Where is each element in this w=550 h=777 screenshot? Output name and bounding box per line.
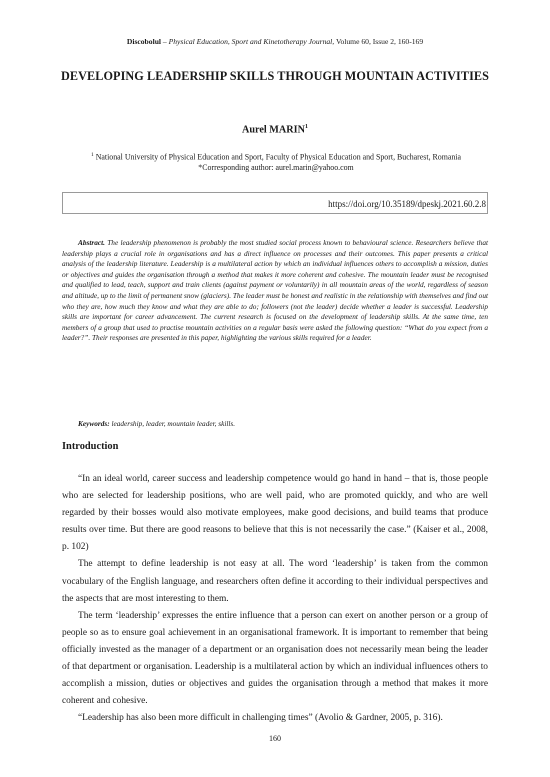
author-sup: 1	[304, 124, 308, 130]
affiliation	[70, 150, 482, 174]
corresponding-author: *Corresponding author: aurel.marin@yahoo.com	[198, 163, 354, 173]
author	[0, 124, 550, 135]
running-head-separator: –	[161, 37, 169, 46]
journal-name: Discobolul	[126, 37, 162, 46]
section-heading-introduction: Introduction	[62, 441, 119, 452]
abstract	[62, 238, 488, 344]
body-text	[62, 471, 488, 727]
paragraph: The attempt to define leadership is not easy at all. The word ‘leadership’ is taken from the common vocabulary of the English language, and researchers often define it according to their individual perspectives and the aspects that are most interesting to them.	[62, 559, 488, 604]
affiliation-sup: 1	[90, 152, 94, 158]
running-head	[0, 37, 550, 46]
paragraph: The term ‘leadership’ expresses the entire influence that a person can exert on another person or a group of people so as to ensure goal achievement in an organisational framework. It is important to remember that being officially invested as the manager of a department or an organisation does not necessarily mean being the leader of that department or organisation. Leadership is a multilateral action by which an individual influences others to accomplish a mission, duties or objectives and guides the organisation through a method that makes it more coherent and cohesive.	[62, 610, 488, 707]
affiliation-text: National University of Physical Education and Sport, Faculty of Physical Education and Sport, Bucharest, Romania	[93, 152, 462, 162]
keywords	[78, 419, 488, 428]
author-name: Aurel MARIN	[242, 124, 305, 136]
journal-volume: Volume 60, Issue 2, 160-169	[334, 37, 424, 46]
paper-title: DEVELOPING LEADERSHIP SKILLS THROUGH MOUNTAIN ACTIVITIES	[60, 69, 490, 83]
affiliation-line	[70, 150, 482, 163]
paragraph: “Leadership has also been more difficult in challenging times” (Avolio & Gardner, 2005, p. 316).	[78, 713, 443, 724]
abstract-label: Abstract.	[78, 238, 105, 247]
paragraph: “In an ideal world, career success and leadership competence would go hand in hand – that is, those people who are selected for leadership positions, who are well paid, who are promoted quickly, and who are well regarded by their bosses would also motivate employees, make good decisions, and build teams that produce results over time. But there are good reasons to believe that this is not necessarily the case.” (Kaiser et al., 2008, p. 102)	[62, 474, 488, 553]
page-number: 160	[269, 734, 281, 743]
journal-subtitle: Physical Education, Sport and Kinetotherapy Journal,	[168, 37, 335, 46]
abstract-text: The leadership phenomenon is probably the most studied social process known to behavioural science. Researchers believe that leadership plays a crucial role in organisations and has a direct influence on processes and their outcomes. This paper presents a critical analysis of the leadership literature. Leadership is a multilateral action by which an individual influences others to accomplish a mission, duties or objectives and guides the organisation through a method that makes it more coherent and cohesive. The mountain leader must be recognised and qualified to lead, teach, support and train clients (against payment or voluntarily) in all mountain areas of the world, regardless of season and altitude, up to the limit of permanent snow (glaciers). The leader must be honest and realistic in the relationship with themselves and find out who they are, how much they know and what they are able to do; followers (not the leader) decide whether a leader is successful. Leadership skills are important for career advancement. The current research is focused on the development of leadership skills. At the same time, ten members of a group that used to practise mountain activities on a regular basis were asked the following question: “What do you expect from a leader?”. Their responses are presented in this paper, highlighting the various skills required for a leader.	[62, 238, 488, 343]
keywords-text: leadership, leader, mountain leader, skills.	[109, 419, 236, 428]
doi-link[interactable]: https://doi.org/10.35189/dpeskj.2021.60.2.8	[62, 192, 488, 214]
keywords-label: Keywords:	[78, 419, 110, 428]
